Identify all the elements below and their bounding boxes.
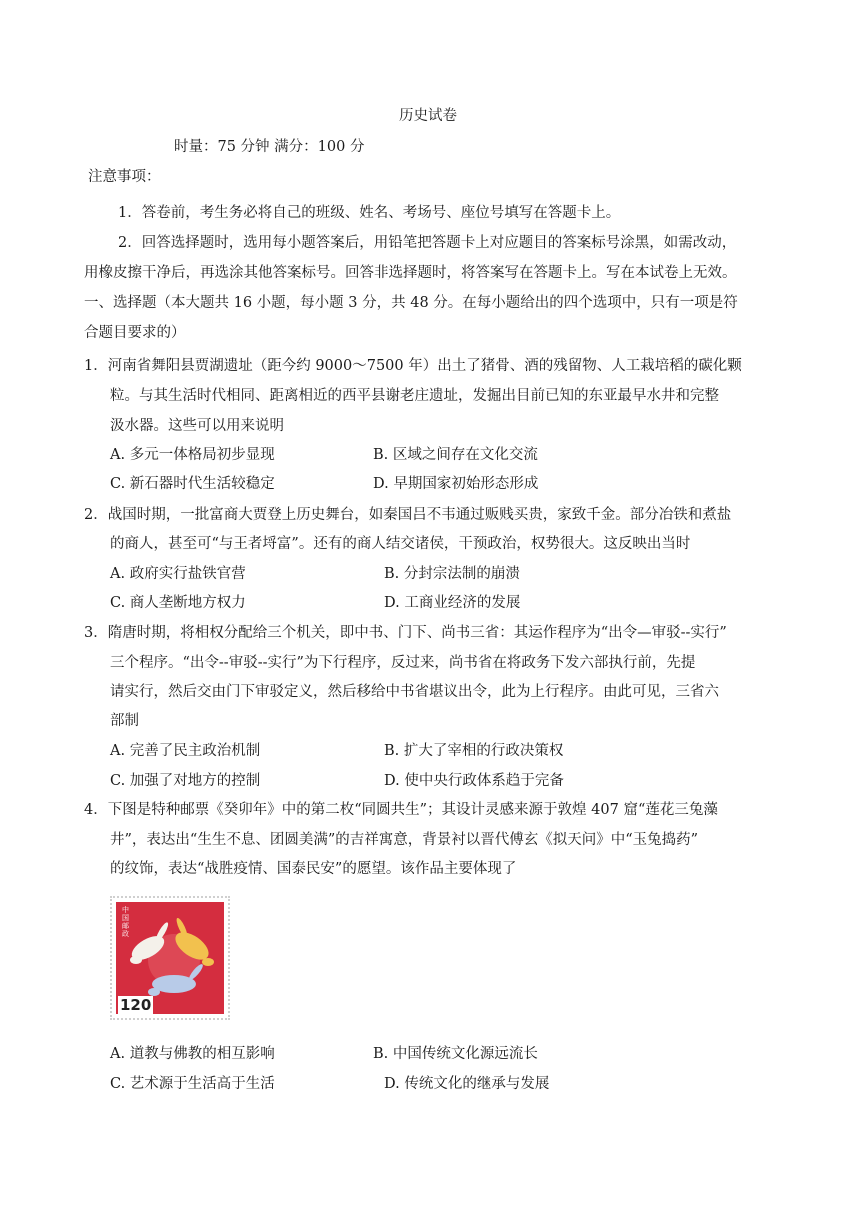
- section-1-line-1: 一、选择题（本大题共 16 小题，每小题 3 分，共 48 分。在每小题给出的四个选项中，只有一项是符: [84, 295, 738, 311]
- option-a: A. 政府实行盐铁官营: [110, 566, 246, 582]
- option-a: A. 多元一体格局初步显现: [110, 447, 275, 463]
- option-a: A. 完善了民主政治机制: [110, 743, 261, 759]
- option-d: D. 传统文化的继承与发展: [384, 1076, 550, 1092]
- question-text-line: 部制: [110, 713, 139, 729]
- question-text-line: 请实行，然后交由门下审驳定义，然后移给中书省堪议出令，此为上行程序。由此可见，三省六: [110, 684, 719, 700]
- option-b: B. 扩大了宰相的行政决策权: [384, 743, 564, 759]
- question-text-line: 3．隋唐时期，将相权分配给三个机关，即中书、门下、尚书三省：其运作程序为“出令—审驳--实行”: [84, 625, 727, 641]
- note-2-line-2: 用橡皮擦干净后，再选涂其他答案标号。回答非选择题时，将答案写在答题卡上。写在本试卷上无效。: [84, 265, 737, 281]
- question-text-line: 井”，表达出“生生不息、团圆美满”的吉祥寓意，背景衬以晋代傅玄《拟天问》中“玉兔捣药”: [110, 832, 699, 848]
- option-d: D. 工商业经济的发展: [384, 595, 521, 611]
- option-b: B. 分封宗法制的崩溃: [384, 566, 520, 582]
- exam-title: 历史试卷: [399, 108, 457, 124]
- stamp-country-label: 中国邮政: [122, 906, 129, 938]
- question-text-line: 粒。与其生活时代相同、距离相近的西平县谢老庄遗址，发掘出目前已知的东亚最早水井和完整: [110, 388, 719, 404]
- question-text-line: 2．战国时期，一批富商大贾登上历史舞台，如秦国吕不韦通过贩贱买贵，家致千金。部分冶铁和煮盐: [84, 507, 732, 523]
- option-c: C. 商人垄断地方权力: [110, 595, 246, 611]
- rabbit-stamp-image: [110, 896, 230, 1020]
- option-d: D. 使中央行政体系趋于完备: [384, 773, 564, 789]
- option-b: B. 中国传统文化源远流长: [373, 1046, 538, 1062]
- question-text-line: 的商人，甚至可“与王者埒富”。还有的商人结交诸侯，干预政治，权势很大。这反映出当时: [110, 536, 691, 552]
- question-text-line: 汲水器。这些可以用来说明: [110, 418, 284, 434]
- section-1-line-2: 合题目要求的）: [84, 325, 186, 341]
- option-c: C. 新石器时代生活较稳定: [110, 476, 275, 492]
- note-2-line-1: 2．回答选择题时，选用每小题答案后，用铅笔把答题卡上对应题目的答案标号涂黑，如需改动，: [118, 235, 737, 251]
- question-text-line: 4．下图是特种邮票《癸卯年》中的第二枚“同圆共生”；其设计灵感来源于敦煌 407 窟“莲花三兔藻: [84, 802, 718, 818]
- exam-meta: 时量：75 分钟 满分：100 分: [174, 139, 365, 155]
- stamp-value-label: 120: [120, 996, 152, 1014]
- stamp-background: [116, 902, 224, 1014]
- question-text-line: 三个程序。“出令--审驳--实行”为下行程序，反过来，尚书省在将政务下发六部执行前，先提: [110, 655, 696, 671]
- option-d: D. 早期国家初始形态形成: [373, 476, 539, 492]
- question-text-line: 1．河南省舞阳县贾湖遗址（距今约 9000～7500 年）出土了猪骨、酒的残留物、人工栽培稻的碳化颗: [84, 358, 742, 374]
- note-1: 1．答卷前，考生务必将自己的班级、姓名、考场号、座位号填写在答题卡上。: [118, 205, 621, 221]
- option-a: A. 道教与佛教的相互影响: [110, 1046, 275, 1062]
- question-text-line: 的纹饰，表达“战胜疫情、国泰民安”的愿望。该作品主要体现了: [110, 861, 517, 877]
- option-c: C. 加强了对地方的控制: [110, 773, 261, 789]
- option-b: B. 区域之间存在文化交流: [373, 447, 538, 463]
- notes-heading: 注意事项：: [88, 169, 161, 185]
- option-c: C. 艺术源于生活高于生活: [110, 1076, 275, 1092]
